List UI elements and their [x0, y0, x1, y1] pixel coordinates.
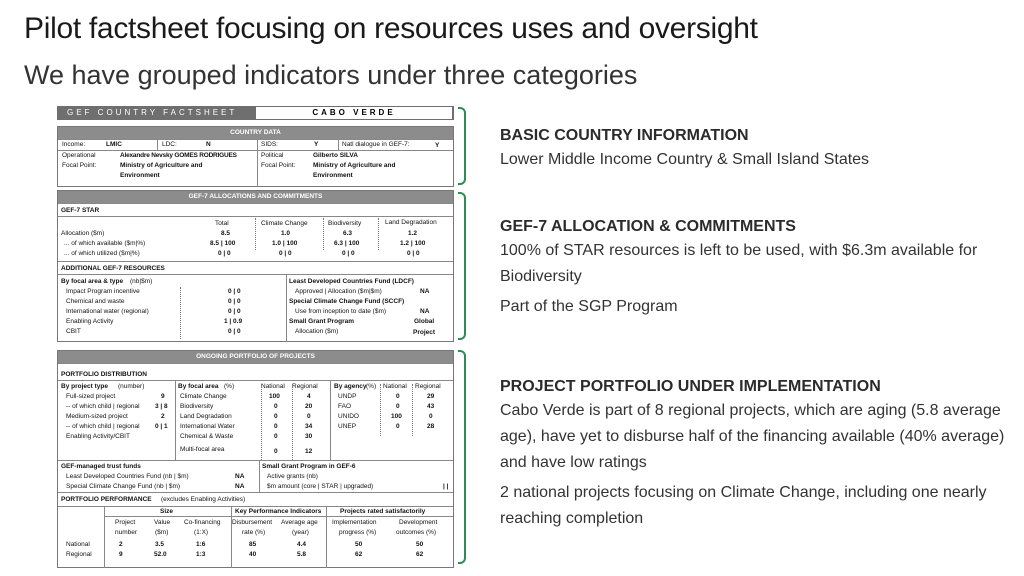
pol-focal-label: Political: [261, 152, 284, 159]
bracket-basic-info: [458, 107, 466, 185]
basic-info-text: Lower Middle Income Country & Small Island States: [500, 151, 870, 168]
natl-dialogue-value: Y: [435, 142, 440, 149]
distribution-label: PORTFOLIO DISTRIBUTION: [61, 371, 147, 378]
perf-col-disb-2: rate (%): [242, 529, 266, 536]
col-biodiversity: Biodiversity: [328, 220, 362, 227]
portfolio-section: [57, 350, 454, 568]
medium-sized-value: 2: [161, 413, 165, 420]
agency-fao-label: FAO: [338, 403, 352, 410]
perf-regional-label: Regional: [66, 551, 92, 558]
fsp-child-label: -- of which child | regional: [66, 403, 140, 410]
available-bd: 6.3 | 100: [334, 240, 360, 247]
performance-note: (excludes Enabling Activities): [161, 496, 246, 503]
intl-water-label: International water (regional): [66, 308, 149, 315]
allocation-text: 100% of STAR resources is left to be used, with $6.3m available for Biodiversity: [500, 242, 978, 285]
fa-land-label: Land Degradation: [180, 413, 232, 420]
focal-area-label: By focal area: [178, 383, 219, 390]
focal-type-unit: (nb|$m): [130, 278, 153, 285]
portfolio-text: Cabo Verde is part of 8 regional projects, which are aging (5.8 average age), have yet to disburse half of the financing available (40% average) and have low ratings: [500, 402, 1005, 471]
fa-multi-label: Multi-focal area: [180, 446, 225, 453]
msp-child-value: 0 | 1: [155, 423, 168, 430]
page-title: Pilot factsheet focusing on resources uses and oversight: [24, 12, 758, 45]
sccf-label: Special Climate Change Fund (SCCF): [289, 298, 405, 305]
perf-regional-cofin: 1:3: [196, 551, 206, 558]
perf-regional-value: 52.0: [154, 551, 167, 558]
op-focal-org: Ministry of Agriculture and: [120, 162, 203, 169]
agency-undp-label: UNDP: [338, 393, 357, 400]
available-cc: 1.0 | 100: [272, 240, 298, 247]
perf-col-impl: Implementation: [332, 519, 377, 526]
chemical-waste-label: Chemical and waste: [66, 298, 125, 305]
col-total: Total: [215, 220, 229, 227]
section-header: COUNTRY DATA: [58, 127, 453, 139]
perf-col-value-2: ($m): [155, 529, 169, 536]
available-row-label: ... of which available ($m|%): [64, 240, 146, 247]
pol-focal-name: Gilberto SILVA: [313, 152, 358, 159]
perf-national-age: 4.4: [297, 541, 307, 548]
op-focal-name: Alexandre Nevsky GOMES RODRIGUES: [120, 152, 237, 159]
ldc-label: LDC:: [162, 141, 177, 148]
available-ld: 1.2 | 100: [400, 240, 426, 247]
trust-sccf-value: NA: [235, 483, 245, 490]
performance-label: PORTFOLIO PERFORMANCE: [61, 496, 152, 503]
portfolio-text-2: 2 national projects focusing on Climate Change, including one nearly reaching completion: [500, 484, 987, 527]
agency-fao-nat: 0: [396, 403, 400, 410]
utilized-total: 0 | 0: [218, 250, 231, 257]
focal-type-label: By focal area & type: [61, 278, 124, 285]
perf-col-value: Value: [154, 519, 171, 526]
full-sized-label: Full-sized project: [66, 393, 116, 400]
basic-info-heading: BASIC COUNTRY INFORMATION: [500, 127, 749, 144]
utilized-ld: 0 | 0: [407, 250, 420, 257]
available-total: 8.5 | 100: [210, 240, 236, 247]
intl-water-value: 0 | 0: [228, 308, 241, 315]
msp-child-label: -- of which child | regional: [66, 423, 140, 430]
pol-focal-org: Ministry of Agriculture and: [313, 162, 396, 169]
fa-land-nat: 0: [274, 413, 278, 420]
utilized-cc: 0 | 0: [279, 250, 292, 257]
perf-regional-projects: 9: [119, 551, 123, 558]
cbit-label: CBIT: [66, 328, 81, 335]
fa-climate-nat: 100: [269, 393, 280, 400]
fa-chemical-reg: 30: [305, 433, 313, 440]
agency-unep-label: UNEP: [338, 423, 357, 430]
bracket-allocations: [458, 192, 466, 340]
focal-area-unit: (%): [224, 383, 235, 390]
fa-multi-nat: 0: [274, 448, 278, 455]
trust-sccf-label: Special Climate Change Fund (nb | $m): [66, 483, 181, 490]
agency-fao-reg: 43: [427, 403, 435, 410]
focal-col-national: National: [261, 383, 285, 390]
trust-ldcf-value: NA: [235, 473, 245, 480]
fa-water-label: International Water: [180, 423, 235, 430]
perf-group-rated: Projects rated satisfactorily: [340, 508, 426, 515]
impact-program-value: 0 | 0: [228, 288, 241, 295]
page-subtitle: We have grouped indicators under three categories: [24, 60, 638, 90]
cbit-value: 0 | 0: [228, 328, 241, 335]
impact-program-label: Impact Program incentive: [66, 288, 140, 295]
bracket-portfolio: [458, 350, 466, 564]
allocation-heading: GEF-7 ALLOCATION & COMMITMENTS: [500, 218, 796, 235]
sgp-value-2: Project: [413, 329, 436, 336]
type-unit: (number): [118, 383, 145, 390]
sccf-sub: Use from inception to date ($m): [295, 308, 387, 315]
fa-multi-reg: 12: [305, 448, 313, 455]
agency-label: By agency: [334, 383, 367, 390]
perf-regional-disb: 40: [249, 551, 257, 558]
perf-col-impl-2: progress (%): [339, 529, 377, 536]
col-land-degradation: Land Degradation: [385, 219, 437, 226]
allocation-block: [500, 216, 980, 320]
op-focal-label: Operational: [62, 152, 96, 159]
focal-col-regional: Regional: [292, 383, 318, 390]
fa-land-reg: 0: [307, 413, 311, 420]
sgp-value: Global: [414, 318, 435, 325]
portfolio-heading: PROJECT PORTFOLIO UNDER IMPLEMENTATION: [500, 378, 881, 395]
agency-unep-reg: 28: [427, 423, 435, 430]
agency-col-national: National: [383, 383, 407, 390]
pol-focal-org-2: Environment: [313, 172, 353, 179]
perf-col-age-2: (year): [292, 529, 309, 536]
perf-col-cofin: Co-financing: [184, 519, 221, 526]
alloc-bd: 6.3: [343, 230, 353, 237]
allocations-section: [57, 190, 454, 342]
op-focal-label-2: Focal Point:: [62, 162, 97, 169]
factsheet: [57, 106, 454, 558]
natl-dialogue-label: Natl dialogue in GEF-7:: [342, 141, 410, 148]
sgp6-label: Small Grant Program in GEF-6: [262, 463, 356, 470]
sgp6-amount-value: | |: [443, 483, 449, 490]
perf-col-dev: Development: [399, 519, 438, 526]
alloc-cc: 1.0: [281, 230, 291, 237]
perf-national-value: 3.5: [155, 541, 165, 548]
chemical-waste-value: 0 | 0: [228, 298, 241, 305]
agency-undp-reg: 29: [427, 393, 435, 400]
sgp6-grants-label: Active grants (nb): [267, 473, 318, 480]
basic-info-block: [500, 125, 1015, 173]
trust-ldcf-label: Least Developed Countries Fund (nb | $m): [66, 473, 189, 480]
perf-col-dev-2: outcomes (%): [396, 529, 437, 536]
income-value: LMIC: [106, 141, 122, 148]
fa-biodiversity-nat: 0: [274, 403, 278, 410]
perf-group-kpi: Key Performance Indicators: [235, 508, 322, 515]
fa-climate-reg: 4: [307, 393, 311, 400]
section-header: ONGOING PORTFOLIO OF PROJECTS: [58, 351, 453, 363]
sids-value: Y: [314, 141, 319, 148]
section-header: GEF-7 ALLOCATIONS AND COMMITMENTS: [58, 191, 453, 203]
utilized-row-label: ... of which utilized ($m|%): [64, 250, 140, 257]
type-label: By project type: [61, 383, 108, 390]
perf-national-disb: 85: [249, 541, 257, 548]
agency-unido-label: UNIDO: [338, 413, 359, 420]
perf-col-age: Average age: [281, 519, 318, 526]
fsp-child-value: 3 | 8: [155, 403, 168, 410]
pol-focal-label-2: Focal Point:: [261, 162, 296, 169]
ldc-value: N: [206, 141, 211, 148]
perf-col-project: Project: [115, 519, 136, 526]
factsheet-label: GEF COUNTRY FACTSHEET: [67, 108, 238, 117]
perf-national-dev: 50: [416, 541, 424, 548]
sccf-value: NA: [420, 308, 430, 315]
col-climate-change: Climate Change: [261, 220, 308, 227]
fa-biodiversity-label: Biodiversity: [180, 403, 214, 410]
perf-regional-age: 5.8: [297, 551, 307, 558]
fa-biodiversity-reg: 20: [305, 403, 313, 410]
country-name: CABO VERDE: [256, 107, 452, 119]
full-sized-value: 9: [161, 393, 165, 400]
perf-regional-dev: 62: [416, 551, 424, 558]
enabling-activity-label: Enabling Activity: [66, 318, 114, 325]
op-focal-org-2: Environment: [120, 172, 160, 179]
perf-regional-impl: 62: [355, 551, 363, 558]
fa-chemical-nat: 0: [274, 433, 278, 440]
enabling-cbit-label: Enabling Activity/CBIT: [66, 433, 130, 440]
agency-col-regional: Regional: [415, 383, 441, 390]
additional-resources-label: ADDITIONAL GEF-7 RESOURCES: [61, 265, 165, 272]
agency-undp-nat: 0: [396, 393, 400, 400]
star-label: GEF-7 STAR: [61, 207, 100, 214]
country-data-section: [57, 126, 454, 187]
perf-col-disb: Disbursement: [232, 519, 273, 526]
perf-group-size: Size: [160, 508, 174, 515]
medium-sized-label: Medium-sized project: [66, 413, 128, 420]
trust-funds-label: GEF-managed trust funds: [61, 463, 141, 470]
utilized-bd: 0 | 0: [342, 250, 355, 257]
agency-unit: (%): [366, 383, 377, 390]
perf-national-impl: 50: [355, 541, 363, 548]
sgp-label: Small Grant Program: [289, 318, 355, 325]
perf-national-label: National: [66, 541, 90, 548]
fa-water-reg: 34: [305, 423, 313, 430]
perf-col-project-2: number: [115, 529, 138, 536]
ldcf-label: Least Developed Countries Fund (LDCF): [289, 278, 414, 285]
fa-chemical-label: Chemical & Waste: [180, 433, 234, 440]
alloc-row-label: Allocation ($m): [61, 230, 105, 237]
alloc-total: 8.5: [221, 230, 231, 237]
sids-label: SIDS:: [261, 141, 278, 148]
enabling-activity-value: 1 | 0.9: [224, 318, 243, 325]
perf-national-cofin: 1:6: [196, 541, 206, 548]
allocation-text-2: Part of the SGP Program: [500, 298, 678, 315]
sgp6-amount-label: $m amount (core | STAR | upgraded): [267, 483, 374, 490]
fa-climate-label: Climate Change: [180, 393, 227, 400]
fa-water-nat: 0: [274, 423, 278, 430]
factsheet-title-bar: [57, 106, 454, 120]
agency-unep-nat: 0: [396, 423, 400, 430]
ldcf-sub: Approved | Allocation ($m|$m): [295, 288, 382, 295]
perf-national-projects: 2: [119, 541, 123, 548]
alloc-ld: 1.2: [408, 230, 418, 237]
sgp-sub: Allocation ($m): [295, 328, 339, 335]
ldcf-value: NA: [420, 288, 430, 295]
agency-unido-nat: 100: [391, 413, 402, 420]
perf-col-cofin-2: (1:X): [194, 529, 209, 536]
income-label: Income:: [62, 141, 86, 148]
portfolio-block: [500, 376, 1015, 532]
agency-unido-reg: 0: [429, 413, 433, 420]
